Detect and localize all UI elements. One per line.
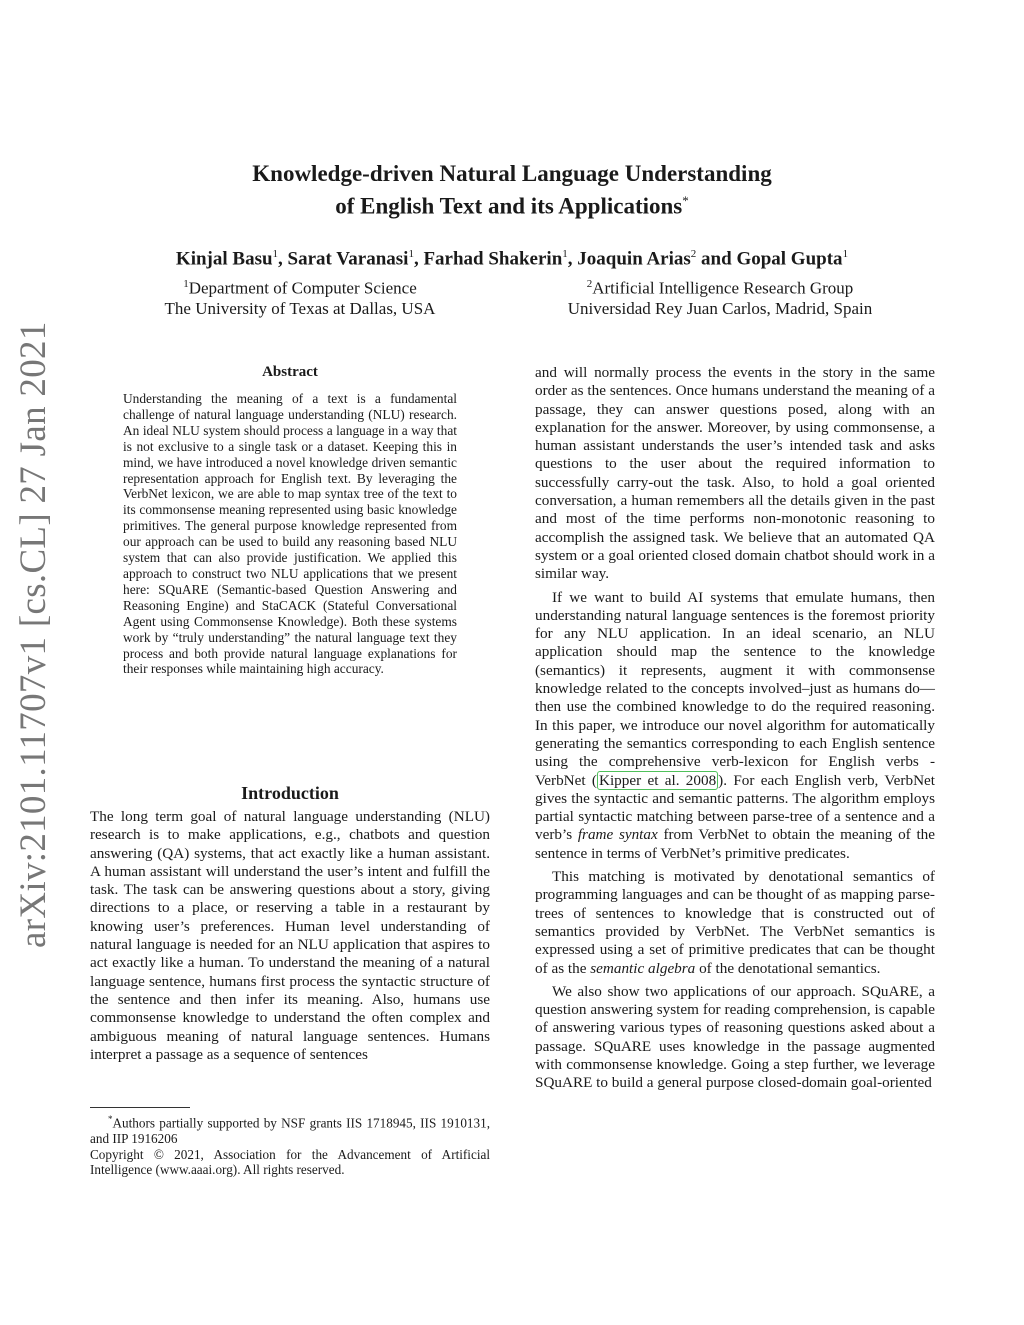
copyright-notice: Copyright © 2021, Association for the Advancement of Artificial Intelligence (www.aaai.org). All rights reserved. [90,1146,490,1178]
citation-link[interactable]: Kipper et al. 2008 [598,771,717,789]
introduction-paragraph-1: The long term goal of natural language understanding (NLU) research is to make applications, e.g., chatbots and question answering (QA) systems, that act exactly like a human assistant. A human assistant will understand the user’s intent and fulfill the task. The task can be answering questions about a story, giving directions to a place, or reserving a table in a restaurant by knowing user’s preferences. Human level understanding of natural language is needed for an NLU application that aspires to act exactly like a human. To understand the meaning of a natural language sentence, humans first process the syntactic structure of the sentence and then infer its meaning. Also, humans use commonsense knowledge to understand the often complex and ambiguous meaning of natural language sentences. Humans interpret a passage as a sequence of sentences [90,808,490,1063]
text-run: . For each English verb, VerbNet gives the syntactic and semantic patterns. The algorithm employs partial syntactic matching between parse-tree of a sentence and a verb’s [535,771,935,844]
abstract-heading: Abstract [262,364,318,380]
author-separator: , [278,248,288,270]
footnote-mark: * [108,1114,113,1124]
arxiv-identifier-stamp: arXiv:2101.11707v1 [cs.CL] 27 Jan 2021 [13,321,54,948]
author-separator: , [413,248,424,270]
affiliation-institution: Universidad Rey Juan Carlos, Madrid, Spain [567,298,873,318]
author-list [0,242,1024,271]
affiliation-2 [520,274,920,319]
author-affil-mark: 2 [690,248,697,260]
title-footnote-mark: * [682,193,689,208]
author-name: Kinjal Basu [175,248,273,270]
text-run: If we want to build AI systems that emulate humans, then understanding natural language sentences is the foremost priority for any NLU application. In an ideal scenario, an NLU application should map the sentence to the knowledge (semantics) it represents, augment it with commonsense knowledge related to the concepts involved–just as humans do—then use the combined knowledge to do the required reasoning. In this paper, we introduce our novel algorithm for automatically generating the semantics corresponding to each English sentence using the comprehensive verb-lexicon for English verbs - VerbNet [535,588,935,789]
text-run: from VerbNet to obtain the meaning of the sentence in terms of VerbNet’s primitive predicates. [535,826,935,862]
abstract-text: Understanding the meaning of a text is a fundamental challenge of natural language understanding (NLU) research. An ideal NLU system should process a language in a way that is not exclusive to a single task or a dataset. Keeping this in mind, we have introduced a novel knowledge driven semantic representation approach for English text. By leveraging the VerbNet lexicon, we are able to map syntax tree of the text to its commonsense meaning represented using basic knowledge primitives. The general purpose knowledge represented from our approach can be used to build any reasoning based NLU system that can also provide justification. We applied this approach to construct two NLU applications that we present here: SQuARE (Semantic-based Question Answering and Reasoning Engine) and StaCACK (Stateful Conversational Agent using Commonsense Knowledge). Both these systems work by “truly understanding” the natural language text they process and both provide natural language explanations for their responses while maintaining high accuracy. [123,391,457,677]
title-line-1: Knowledge-driven Natural Language Understanding [252,161,772,186]
author-name: Joaquin Arias [577,248,691,270]
funding-footnote: Authors partially supported by NSF grants IIS 1718945, IIS 1910131, and IIP 1916206 [90,1115,490,1146]
affiliation-mark: 2 [586,278,593,290]
body-paragraph-3 [535,868,935,978]
affiliation-mark: 1 [183,278,189,290]
right-column [535,364,935,1093]
text-run: of the denotational semantics. [695,959,881,977]
body-paragraph-4: We also show two applications of our approach. SQuARE, a question answering system for reading comprehension, is capable of answering various types of reasoning questions asked about a passage. SQuARE uses knowledge in the passage augmented with commonsense knowledge. Going a step further, we leverage SQuARE to build a general purpose closed-domain goal-oriented [535,982,935,1092]
author-name: Gopal Gupta [736,248,843,270]
introduction-heading: Introduction [241,783,339,803]
author-affil-mark: 1 [272,248,279,260]
author-affil-mark: 1 [408,248,414,260]
author-affil-mark: 1 [842,248,849,260]
emphasis-term: semantic algebra [590,959,696,977]
author-name: Sarat Varanasi [287,248,409,270]
emphasis-term: frame syntax [577,826,658,844]
author-separator: , [567,248,578,270]
text-run: This matching is motivated by denotational semantics of programming languages and can be thought of as mapping parse-trees of sentences to knowledge that is constructed out of semantics provided by VerbNet. The VerbNet semantics is expressed using a set of primitive predicates that can be thought of as the [535,868,935,977]
body-paragraph-continued: and will normally process the events in the story in the same order as the sentences. Once humans understand the meaning of a passage, they can answer questions posed, along with an explanation for the answer. Moreover, by using commonsense, a human assistant understands the user’s intended task and asks questions to the user about the required information to successfully carry-out the task. Also, to hold a goal oriented conversation, a human remembers all the details given in the past and most of the time performs non-monotonic reasoning to accomplish the assigned task. We believe that an automated QA system or a goal oriented closed domain chatbot should work in a similar way. [535,364,935,583]
affiliation-1 [110,274,490,319]
author-affil-mark: 1 [562,248,568,260]
footnote-divider [90,1107,190,1108]
author-name: Farhad Shakerin [423,248,563,270]
title-line-2: of English Text and its Applications [335,193,683,219]
affiliation-institution: The University of Texas at Dallas, USA [164,298,436,318]
footnotes [90,1112,490,1178]
body-paragraph-2: If we want to build AI systems that emulate humans, then understanding natural language sentences is the foremost priority for any NLU application. In an ideal scenario, an NLU application should map the sentence to the knowledge (semantics) it represents, augment it with commonsense knowledge related to the concepts involved–just as humans do—then use the combined knowledge to do the required reasoning. In this paper, we introduce our novel algorithm for automatically generating the semantics corresponding to each English sentence using the comprehensive verb-lexicon for English verbs - VerbNet ( Kipper et al. 2008 ). For each English verb, VerbNet gives the syntactic and semantic patterns. The algorithm employs partial syntactic matching between parse-tree of a sentence and a verb’s frame syntax from VerbNet to obtain the meaning of the sentence in terms of VerbNet’s primitive predicates. [535,588,935,862]
author-separator: and [696,248,737,270]
paper-title [0,160,1024,220]
affiliation-department: Artificial Intelligence Research Group [592,278,854,298]
affiliation-department: Department of Computer Science [188,278,417,298]
